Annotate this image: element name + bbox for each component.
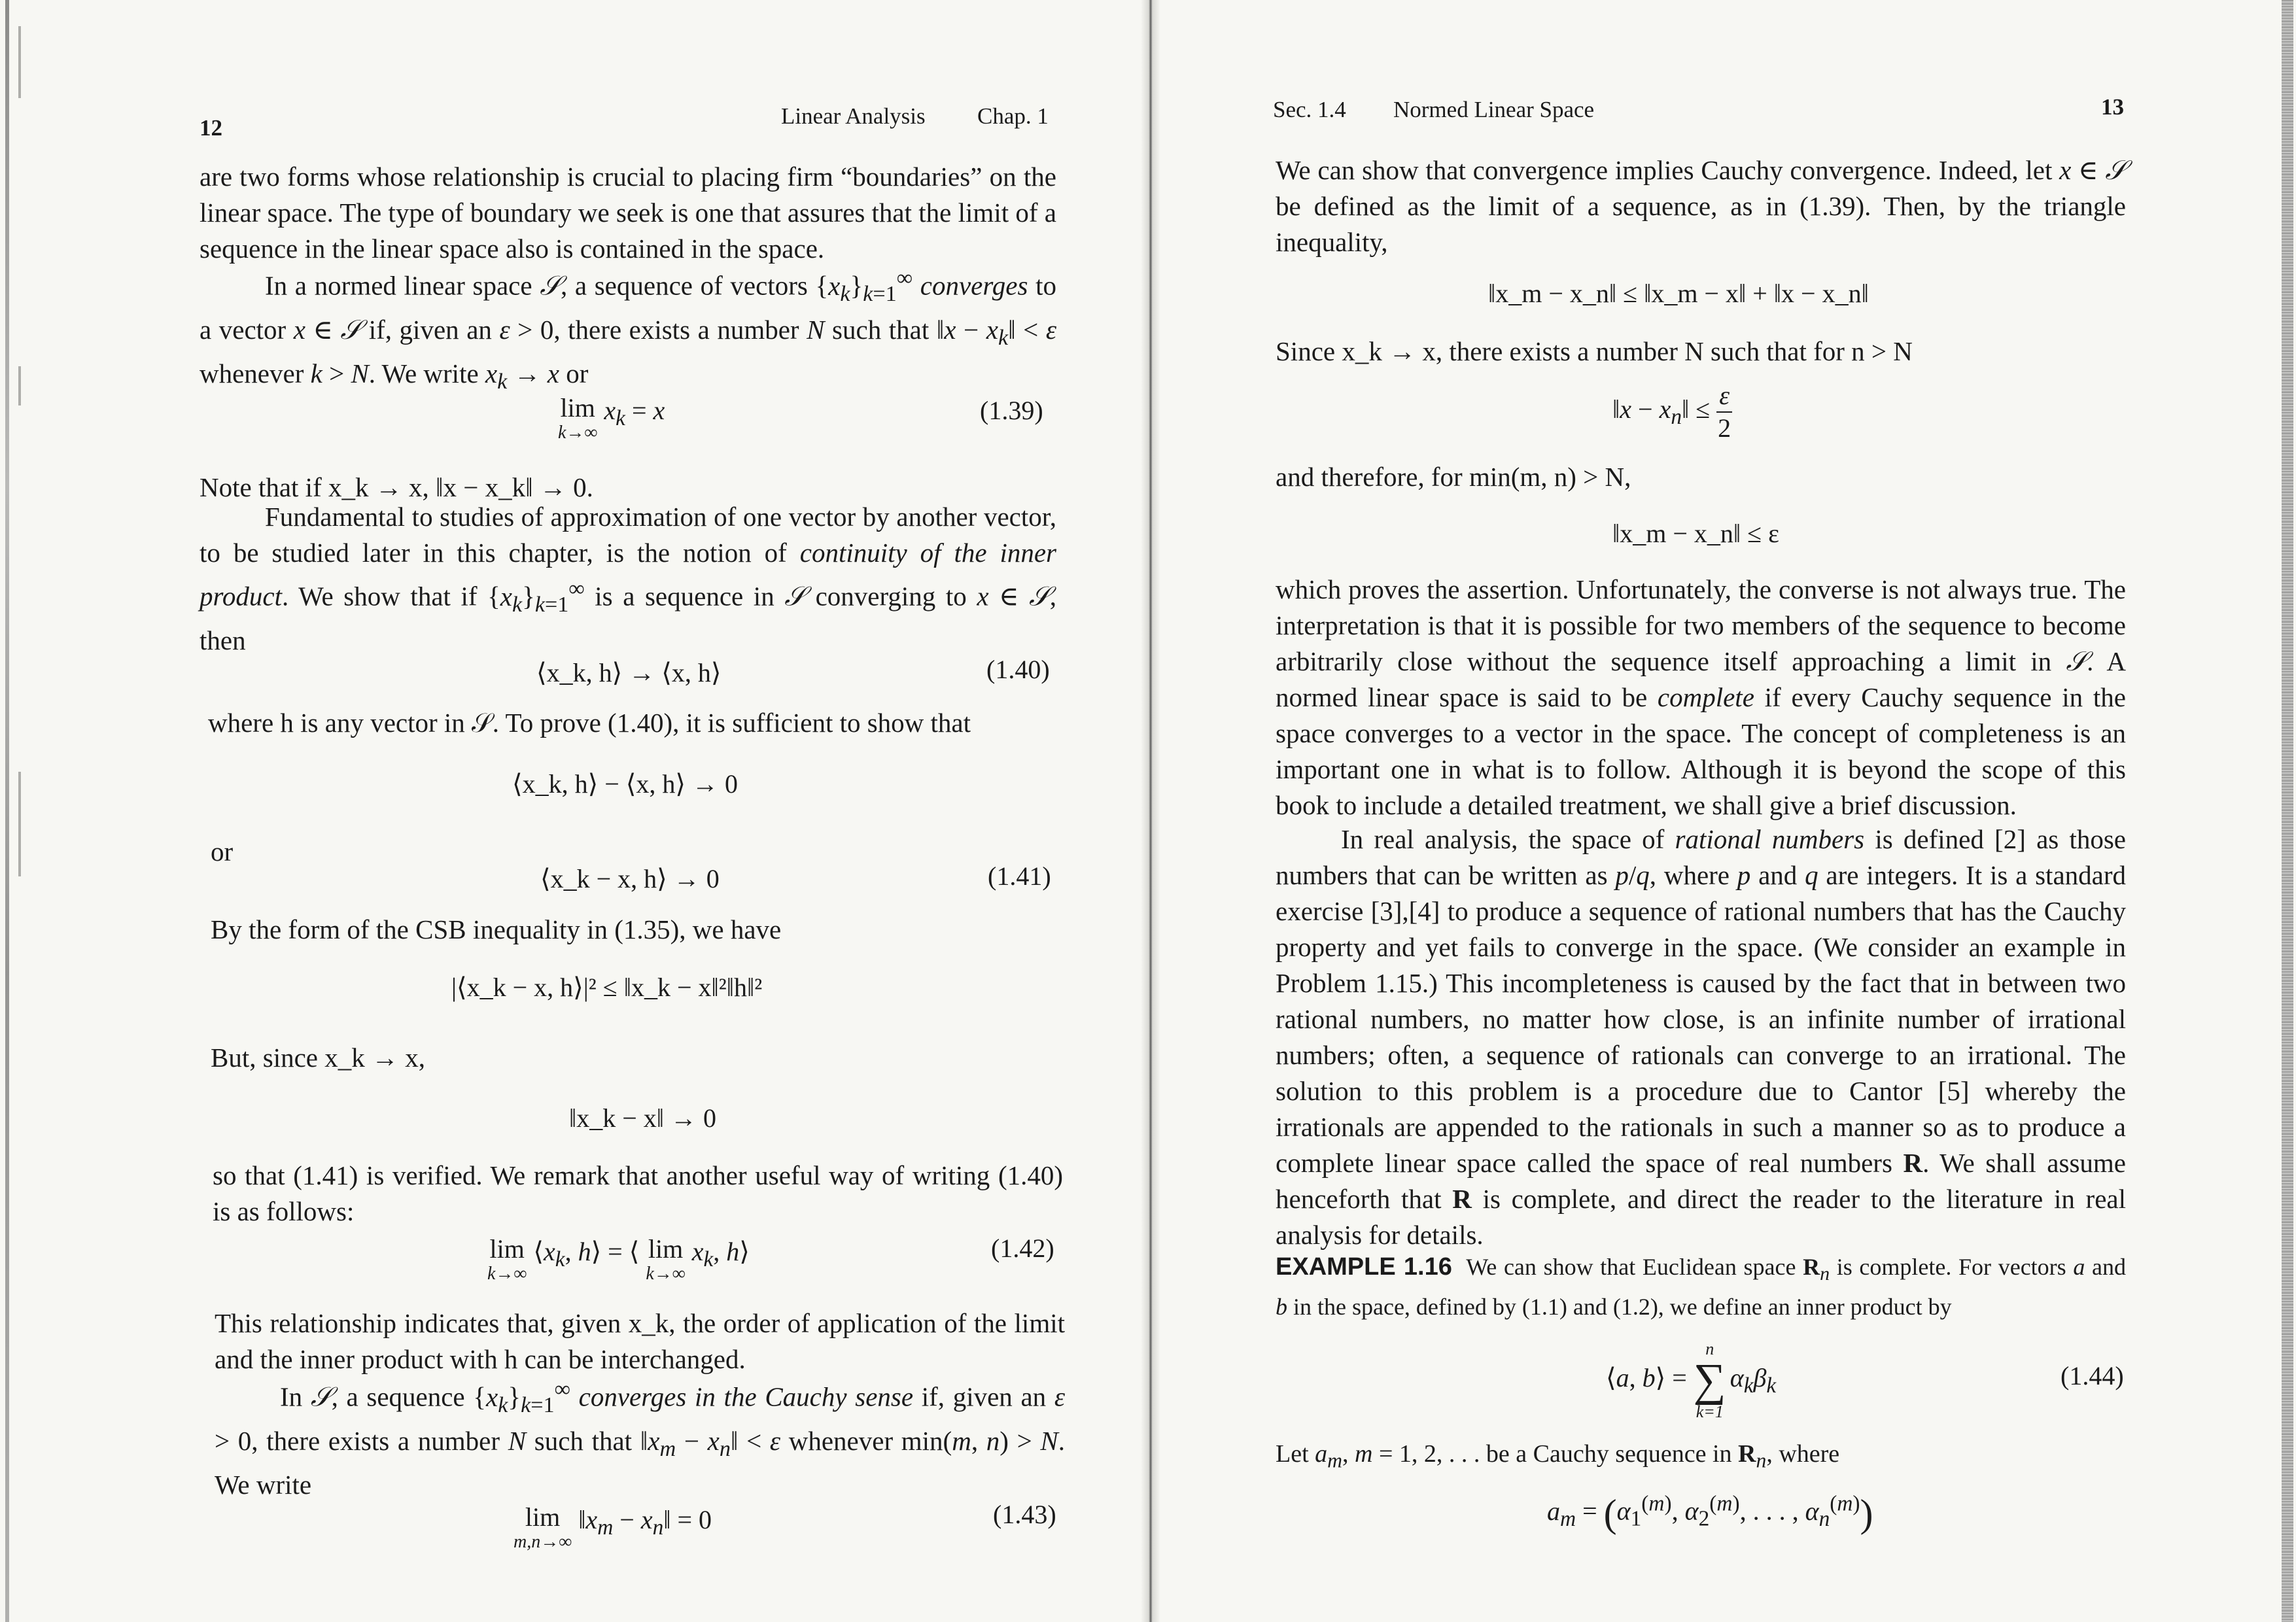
right-paragraph-3: and therefore, for min(m, n) > N, — [1276, 462, 1631, 492]
left-paragraph-2: In a normed linear space 𝒮, a sequence of vectors $\{x_k\}_{k=1}^\infty$ converges to a vector x ∈ 𝒮 if, given an ε > 0, there exists a number N such that ‖x − $x_k‖ < \varepsilon$ whenever k > N. We write $x_k \to x$ or — [200, 266, 1057, 394]
left-paragraph-8: so that (1.41) is verified. We remark that another useful way of writing (1.40) is as follows: — [213, 1160, 1063, 1226]
equation-number-1-42: (1.42) — [991, 1234, 1054, 1263]
left-paragraph-9: This relationship indicates that, given x_k, the order of application of the limit and the inner product with h can be interchanged. — [215, 1308, 1065, 1374]
equation-norm-limit: ‖x_k − x‖ → 0 — [569, 1103, 717, 1133]
left-paragraph-1: are two forms whose relationship is crucial to placing firm “boundaries” on the linear space. The type of boundary we seek is one that assures that the limit of a sequence in the linear space also is contained in the space. — [200, 162, 1056, 264]
left-paragraph-10: In 𝒮, a sequence $\{x_k\}_{k=1}^\infty$ converges in the Cauchy sense if, given an ε > 0, there exists a number N such that $‖x_m$ − $x_n‖ < \varepsilon$ whenever min(m, n) > N. We write — [215, 1377, 1066, 1500]
example-label: EXAMPLE 1.16 — [1276, 1253, 1452, 1281]
right-paragraph-6: Let $a_m$, m = 1, 2, . . . be a Cauchy sequence in $R_n$, where — [1276, 1440, 1840, 1472]
equation-difference: ⟨x_k, h⟩ − ⟨x, h⟩ → 0 — [512, 769, 738, 799]
left-running-title: Linear Analysis — [781, 103, 926, 129]
equation-number-1-41: (1.41) — [988, 861, 1051, 891]
right-page-edge — [2282, 0, 2293, 1622]
right-paragraph-4: which proves the assertion. Unfortunately, the converse is not always true. The interpretation is that it is possible for two members of the sequence to become arbitrarily close without the sequence itself approaching a limit in 𝒮. A normed linear space is said to be complete if every Cauchy sequence in the space converges to a vector in the space. The concept of completeness is an important one in what is to follow. Although it is beyond the scope of this book to include a detailed treatment, we shall give a brief discussion. — [1276, 574, 2126, 820]
left-chapter-label: Chap. 1 — [977, 103, 1049, 129]
equation-a-m: $a_m = (\alpha_1^{(m)}$, $\alpha_2^{(m)}$, . . . , $\alpha_n^{(m)}$) — [1547, 1491, 1873, 1535]
or-word: or — [211, 837, 234, 867]
equation-number-1-39: (1.39) — [980, 396, 1043, 425]
equation-number-1-43: (1.43) — [993, 1500, 1056, 1529]
scan-mark — [18, 366, 21, 406]
equation-1-41: ⟨x_k − x, h⟩ → 0 — [540, 864, 720, 893]
equation-1-40: ⟨x_k, h⟩ → ⟨x, h⟩ — [536, 658, 722, 687]
right-running-title: Normed Linear Space — [1393, 97, 1595, 122]
equation-half-epsilon: ‖x − $x_n‖$ ≤ $\frac{\varepsilon}{2}$ — [1612, 381, 1731, 443]
right-paragraph-2: Since x_k → x, there exists a number N such that for n > N — [1276, 336, 1913, 366]
equation-number-1-44: (1.44) — [2061, 1361, 2124, 1390]
scan-mark — [18, 772, 21, 876]
equation-triangle-inequality: ‖x_m − x_n‖ ≤ ‖x_m − x‖ + ‖x − x_n‖ — [1488, 279, 1869, 308]
right-paragraph-1: We can show that convergence implies Cauchy convergence. Indeed, let x ∈ 𝒮 be defined as the limit of a sequence, as in (1.39). Then, by the triangle inequality, — [1276, 155, 2127, 257]
equation-1-42: lim k→∞ $⟨x_k$, h⟩ = ⟨ lim k→∞ $x_k$, h⟩ — [487, 1234, 750, 1284]
right-section-label: Sec. 1.4 — [1273, 97, 1346, 122]
left-paragraph-3: Note that if x_k → x, ‖x − x_k‖ → 0. — [200, 472, 593, 502]
left-page-edge — [5, 0, 9, 1622]
example-1-16: EXAMPLE 1.16 We can show that Euclidean space $R_n$ is complete. For vectors a and b in the space, defined by (1.1) and (1.2), we define an inner product by — [1276, 1253, 2126, 1320]
left-paragraph-5: where h is any vector in 𝒮. To prove (1.40), it is sufficient to show that — [208, 708, 971, 738]
equation-1-44: ⟨a, b⟩ = n ∑ k=1 $\alpha_k\beta_k$ — [1606, 1339, 1777, 1421]
equation-csb-inequality: |⟨x_k − x, h⟩|² ≤ ‖x_k − x‖²‖h‖² — [451, 973, 763, 1002]
left-page-number: 12 — [200, 115, 222, 141]
equation-1-43: lim m,n→∞ $‖x_m$ − $x_n‖ = 0$ — [513, 1502, 712, 1552]
right-paragraph-5: In real analysis, the space of rational numbers is defined [2] as those numbers that can be written as p/q, where p and q are integers. It is a standard exercise [3],[4] to produce a sequence of rational numbers that has the Cauchy property and yet fails to converge in the space. (We consider an example in Problem 1.15.) This incompleteness is caused by the fact that in between two rational numbers, no matter how close, is an infinite number of irrational numbers; often, a sequence of rationals can converge to an irrational. The solution to this problem is a procedure due to Cantor [5] whereby the irrationals are appended to the rationals in such a manner so as to produce a complete linear space called the space of real numbers R. We shall assume henceforth that R is complete, and direct the reader to the literature in real analysis for details. — [1276, 824, 2127, 1250]
right-page-number: 13 — [2101, 94, 2124, 120]
left-paragraph-7: But, since x_k → x, — [211, 1043, 425, 1073]
equation-1-39: lim k→∞ $x_k = x$ — [558, 393, 665, 443]
scan-mark — [18, 26, 21, 98]
book-gutter — [1141, 0, 1160, 1622]
left-paragraph-6: By the form of the CSB inequality in (1.35), we have — [211, 914, 782, 944]
equation-epsilon: ‖x_m − x_n‖ ≤ ε — [1612, 519, 1779, 548]
equation-number-1-40: (1.40) — [986, 655, 1050, 684]
left-paragraph-4: Fundamental to studies of approximation of one vector by another vector, to be studied later in this chapter, is the notion of continuity of the inner product. We show that if $\{x_k\}_{k=1}^\infty$ is a sequence in 𝒮 converging to x ∈ 𝒮, then — [200, 502, 1056, 655]
